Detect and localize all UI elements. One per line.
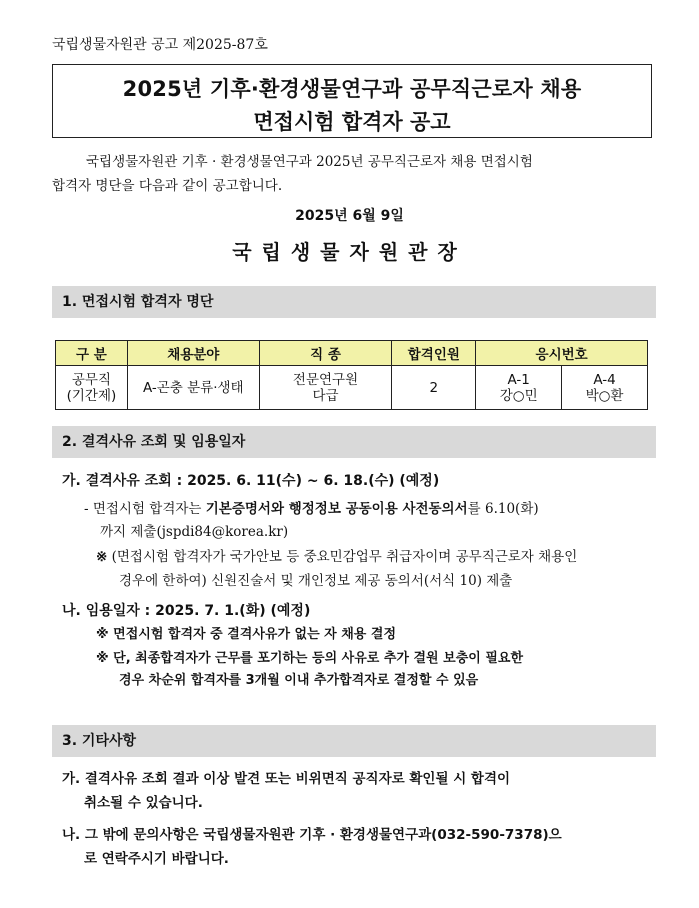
security-note-line-2: 경우에 한하여) 신원진술서 및 개인정보 제공 동의서(서식 10) 제출 <box>119 573 513 589</box>
organization-name: 국립생물자원관장 <box>232 240 467 264</box>
title-box <box>52 64 652 138</box>
result-table <box>55 340 648 410</box>
other-item-na-line-2: 로 연락주시기 바랍니다. <box>84 851 229 867</box>
appointment-note-2-line-2: 경우 차순위 합격자를 3개월 이내 추가합격자로 결정할 수 있음 <box>119 673 479 688</box>
header-job: 직 종 <box>259 341 392 366</box>
notice-number: 국립생물자원관 공고 제2025-87호 <box>52 37 268 53</box>
intro-line-2: 합격자 명단을 다음과 같이 공고합니다. <box>52 178 283 194</box>
intro-paragraph <box>52 150 656 198</box>
cell-field: A-곤충 분류·생태 <box>127 366 259 410</box>
header-applicant-number: 응시번호 <box>476 341 648 366</box>
title-line-2: 면접시험 합격자 공고 <box>253 110 451 134</box>
section-1-heading: 1. 면접시험 합격자 명단 <box>52 286 656 318</box>
table-header-row <box>56 341 648 366</box>
header-field: 채용분야 <box>127 341 259 366</box>
section-3-heading: 3. 기타사항 <box>52 725 656 757</box>
appointment-note-1: ※ 면접시험 합격자 중 결격사유가 없는 자 채용 결정 <box>96 627 397 642</box>
appointment-note-2: ※ 단, 최종합격자가 근무를 포기하는 등의 사유로 추가 결원 보충이 필요한 <box>96 651 524 666</box>
header-count: 합격인원 <box>392 341 476 366</box>
section-2-heading: 2. 결격사유 조회 및 임용일자 <box>52 426 656 458</box>
cell-category: 공무직 (기간제) <box>56 366 128 410</box>
required-documents: 기본증명서와 행정정보 공동이용 사전동의서 <box>205 501 468 517</box>
header-category: 구 분 <box>56 341 128 366</box>
cell-count: 2 <box>392 366 476 410</box>
intro-line-1: 국립생물자원관 기후 · 환경생물연구과 2025년 공무직근로자 채용 면접시험 <box>86 154 533 170</box>
announcement-date: 2025년 6월 9일 <box>295 208 404 224</box>
title-line-1: 2025년 기후·환경생물연구과 공무직근로자 채용 <box>122 77 582 101</box>
other-item-ga-line-2: 취소될 수 있습니다. <box>84 795 203 811</box>
submission-email: 까지 제출(jspdi84@korea.kr) <box>100 524 289 540</box>
screening-date: 가. 결격사유 조회 : 2025. 6. 11(수) ~ 6. 18.(수) (예정) <box>62 473 440 489</box>
other-item-ga: 가. 결격사유 조회 결과 이상 발견 또는 비위면직 공직자로 확인될 시 합격이 <box>62 771 511 787</box>
security-note: ※ (면접시험 합격자가 국가안보 등 중요민감업무 취급자이며 공무직근로자 채용인 <box>96 549 578 565</box>
cell-applicant-2: A-4 박○환 <box>562 366 648 410</box>
cell-job: 전문연구원 다급 <box>259 366 392 410</box>
other-item-na: 나. 그 밖에 문의사항은 국립생물자원관 기후 · 환경생물연구과(032-590-7378)으 <box>62 827 562 843</box>
cell-applicant-1: A-1 강○민 <box>476 366 562 410</box>
appointment-date: 나. 임용일자 : 2025. 7. 1.(화) (예정) <box>62 603 311 619</box>
table-row <box>56 366 648 410</box>
document-submission: - 면접시험 합격자는 기본증명서와 행정정보 공동이용 사전동의서를 6.10(화) <box>84 501 539 517</box>
